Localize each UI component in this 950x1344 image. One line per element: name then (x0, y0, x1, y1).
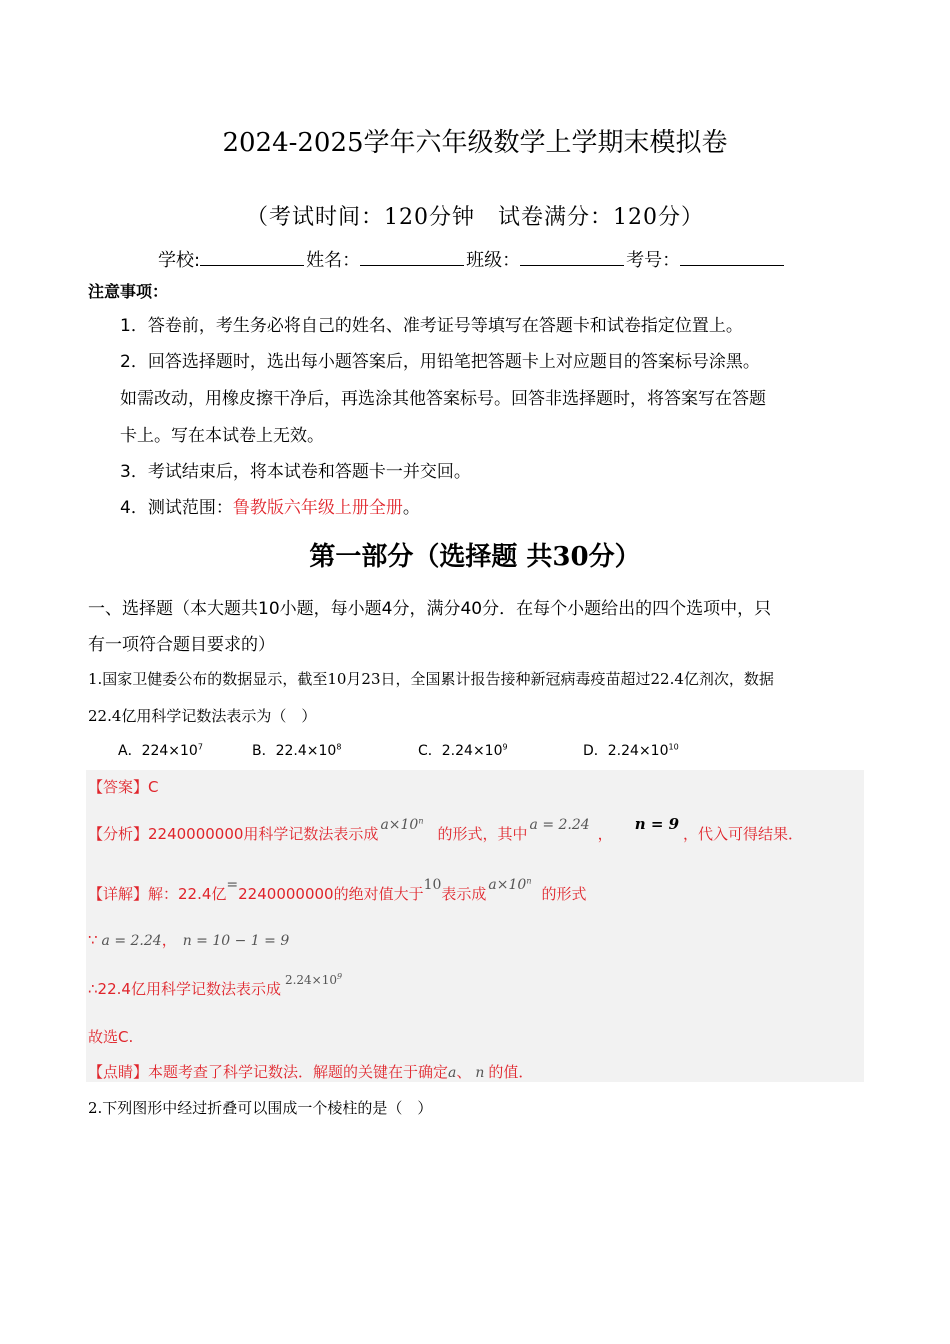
page-title: 2024-2025学年六年级数学上学期末模拟卷 (222, 128, 728, 158)
notice-item-2: 2．回答选择题时，选出每小题答案后，用铅笔把答题卡上对应题目的答案标号涂黑。 (120, 352, 760, 372)
number-label: 考号： (626, 250, 681, 271)
option-a[interactable]: A．$224\times 10^7$ (118, 742, 203, 759)
because-icon: ∵ (88, 931, 98, 949)
detail-line: 【详解】解：22.4亿=2240000000的绝对值大于10表示成 $a\times 10^n$的形式 (88, 876, 587, 903)
therefore-line: ∴22.4亿用科学记数法表示成 $^{2.24\times 10^9}$ (88, 972, 343, 998)
answer-panel (86, 770, 864, 1082)
math-n-equals: n = 9 (634, 815, 680, 833)
question-1-text-cont: 22.4亿用科学记数法表示为（ ） (88, 707, 317, 725)
scope-value: 鲁教版六年级上册全册 (232, 498, 403, 518)
student-info-line (158, 246, 786, 272)
class-blank[interactable] (520, 249, 624, 266)
math-ten: 10 (423, 877, 442, 893)
class-label: 班级： (466, 250, 521, 271)
option-d[interactable]: D．$2.24\times 10^{10}$ (583, 742, 679, 759)
option-b[interactable]: B．$22.4\times 10^8$ (252, 742, 342, 759)
math-a-times-10-n: $a\times 10^n$ (380, 816, 424, 833)
math-a-equals: a = 2.24 (529, 817, 590, 833)
choice-line: 故选C. (88, 1028, 134, 1046)
notice-item-3: 3．考试结束后，将本试卷和答题卡一并交回。 (120, 462, 471, 482)
exam-info: （考试时间：120分钟 试卷满分：120分） (246, 205, 704, 230)
question-intro-cont: 有一项符合题目要求的） (88, 635, 275, 655)
notice-item-4: 4．测试范围：鲁教版六年级上册全册。 (120, 498, 420, 518)
notice-item-2-end: 卡上。写在本试卷上无效。 (120, 426, 324, 446)
math-result: 2.24×109 (284, 972, 343, 987)
comment-line: 【点睛】本题考查了科学记数法．解题的关键在于确定a、 n 的值． (88, 1063, 534, 1081)
section-title: 第一部分（选择题 共30分） (309, 542, 641, 572)
question-1-text: 1.国家卫健委公布的数据显示，截至10月23日，全国累计报告接种新冠病毒疫苗超过22.4亿剂次，数据 (88, 670, 774, 688)
math-a-times-10-n-2: $a\times 10^n$ (488, 876, 532, 893)
analysis-line: 【分析】2240000000用科学记数法表示成 $a\times 10^n$的形式，其中 a = 2.24 ，n = 9，代入可得结果． (88, 815, 804, 843)
scope-label: 4．测试范围： (120, 498, 233, 518)
school-label: 学校: (158, 250, 201, 271)
notice-item-1: 1．答卷前，考生务必将自己的姓名、准考证号等填写在答题卡和试卷指定位置上。 (120, 316, 743, 336)
notice-heading: 注意事项： (88, 282, 169, 301)
option-c[interactable]: C．$2.24\times 10^9$ (418, 742, 508, 759)
notice-item-2-cont: 如需改动，用橡皮擦干净后，再选涂其他答案标号。回答非选择题时，将答案写在答题 (120, 389, 766, 409)
question-intro: 一、选择题（本大题共10小题，每小题4分，满分40分．在每个小题给出的四个选项中，只 (88, 599, 772, 619)
school-blank[interactable] (200, 249, 304, 266)
number-blank[interactable] (680, 249, 784, 266)
answer-line: 【答案】C (88, 778, 159, 796)
name-label: 姓名： (306, 250, 361, 271)
name-blank[interactable] (360, 249, 464, 266)
question-2-text: 2.下列图形中经过折叠可以围成一个棱柱的是（ ） (88, 1099, 433, 1117)
because-line: ∵ a = 2.24， n = 10 − 1 = 9 (88, 931, 290, 949)
